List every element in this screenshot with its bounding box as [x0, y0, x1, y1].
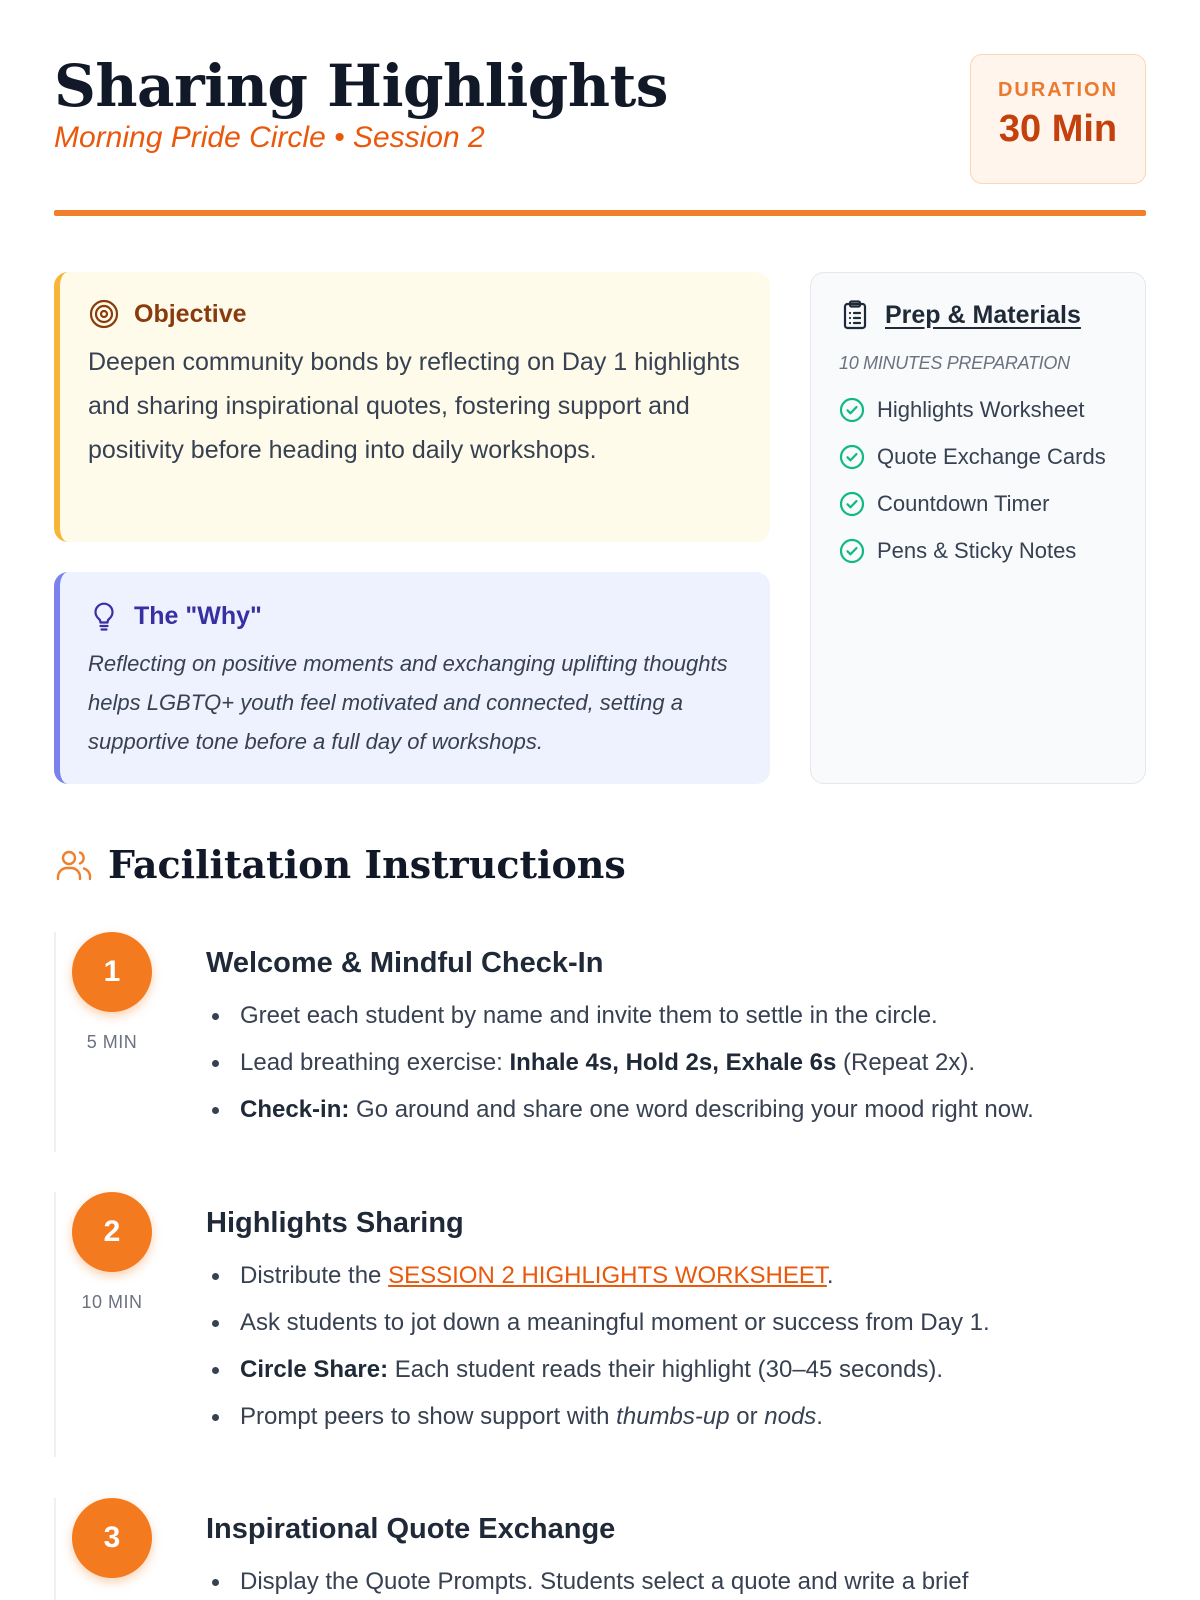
why-text: Reflecting on positive moments and exchanging uplifting thoughts helps LGBTQ+ youth feel motivated and connected, setting a supportive tone before a full day of workshops. — [88, 651, 728, 754]
facilitation-heading: Facilitation Instructions — [108, 842, 626, 887]
prep-heading: Prep & Materials — [885, 300, 1081, 329]
step-number: 2 — [72, 1192, 152, 1272]
material-label: Countdown Timer — [877, 490, 1050, 516]
facilitation-header — [54, 842, 626, 887]
step-instructions — [206, 992, 1146, 1133]
why-card — [54, 572, 770, 784]
step-title: Inspirational Quote Exchange — [206, 1513, 616, 1545]
list-item: Distribute the SESSION 2 HIGHLIGHTS WORKSHEET. — [206, 1252, 1146, 1299]
check-circle-icon — [839, 397, 865, 423]
header-divider — [54, 210, 1146, 216]
target-icon — [88, 298, 120, 330]
list-item: Check-in: Go around and share one word describing your mood right now. — [206, 1086, 1146, 1133]
objective-card — [54, 272, 770, 542]
step-instructions — [206, 1558, 1146, 1600]
list-item: Circle Share: Each student reads their highlight (30–45 seconds). — [206, 1346, 1146, 1393]
list-item: Lead breathing exercise: Inhale 4s, Hold 2s, Exhale 6s (Repeat 2x). — [206, 1039, 1146, 1086]
list-item: Ask students to jot down a meaningful moment or success from Day 1. — [206, 1299, 1146, 1346]
step-3 — [54, 1498, 1146, 1600]
list-item — [839, 480, 1119, 527]
material-label: Pens & Sticky Notes — [877, 537, 1077, 563]
check-circle-icon — [839, 491, 865, 517]
check-circle-icon — [839, 444, 865, 470]
list-item — [839, 386, 1119, 433]
check-circle-icon — [839, 538, 865, 564]
page-subtitle: Morning Pride Circle • Session 2 — [54, 121, 485, 154]
material-label: Highlights Worksheet — [877, 396, 1085, 422]
step-duration: 10 MIN — [81, 1292, 143, 1312]
list-item — [839, 433, 1119, 480]
step-2 — [54, 1192, 1146, 1457]
step-duration: 5 MIN — [86, 1032, 138, 1052]
step-number: 3 — [72, 1498, 152, 1578]
step-title: Welcome & Mindful Check-In — [206, 947, 604, 979]
objective-heading: Objective — [134, 299, 247, 328]
clipboard-icon — [839, 299, 871, 331]
duration-value: 30 Min — [998, 108, 1118, 150]
step-instructions — [206, 1252, 1146, 1440]
list-item: Display the Quote Prompts. Students select a quote and write a brief — [206, 1558, 1146, 1600]
materials-list — [839, 386, 1119, 574]
duration-badge — [970, 54, 1146, 184]
list-item: Prompt peers to show support with thumbs-up or nods. — [206, 1393, 1146, 1440]
lightbulb-icon — [88, 600, 120, 632]
step-title: Highlights Sharing — [206, 1207, 464, 1239]
duration-label: DURATION — [997, 79, 1119, 101]
list-item: Greet each student by name and invite them to settle in the circle. — [206, 992, 1146, 1039]
step-number: 1 — [72, 932, 152, 1012]
material-label: Quote Exchange Cards — [877, 443, 1106, 469]
prep-card — [810, 272, 1146, 784]
step-1 — [54, 932, 1146, 1152]
page-title: Sharing Highlights — [54, 52, 668, 120]
users-icon — [54, 845, 94, 885]
worksheet-link[interactable]: SESSION 2 HIGHLIGHTS WORKSHEET — [388, 1262, 827, 1289]
why-heading: The "Why" — [134, 601, 262, 630]
prep-note: 10 MINUTES PREPARATION — [839, 353, 1070, 373]
objective-text: Deepen community bonds by reflecting on Day 1 highlights and sharing inspirational quotes, fostering support and positivity before heading into daily workshops. — [88, 348, 740, 464]
page-header — [54, 52, 1146, 212]
list-item — [839, 527, 1119, 574]
